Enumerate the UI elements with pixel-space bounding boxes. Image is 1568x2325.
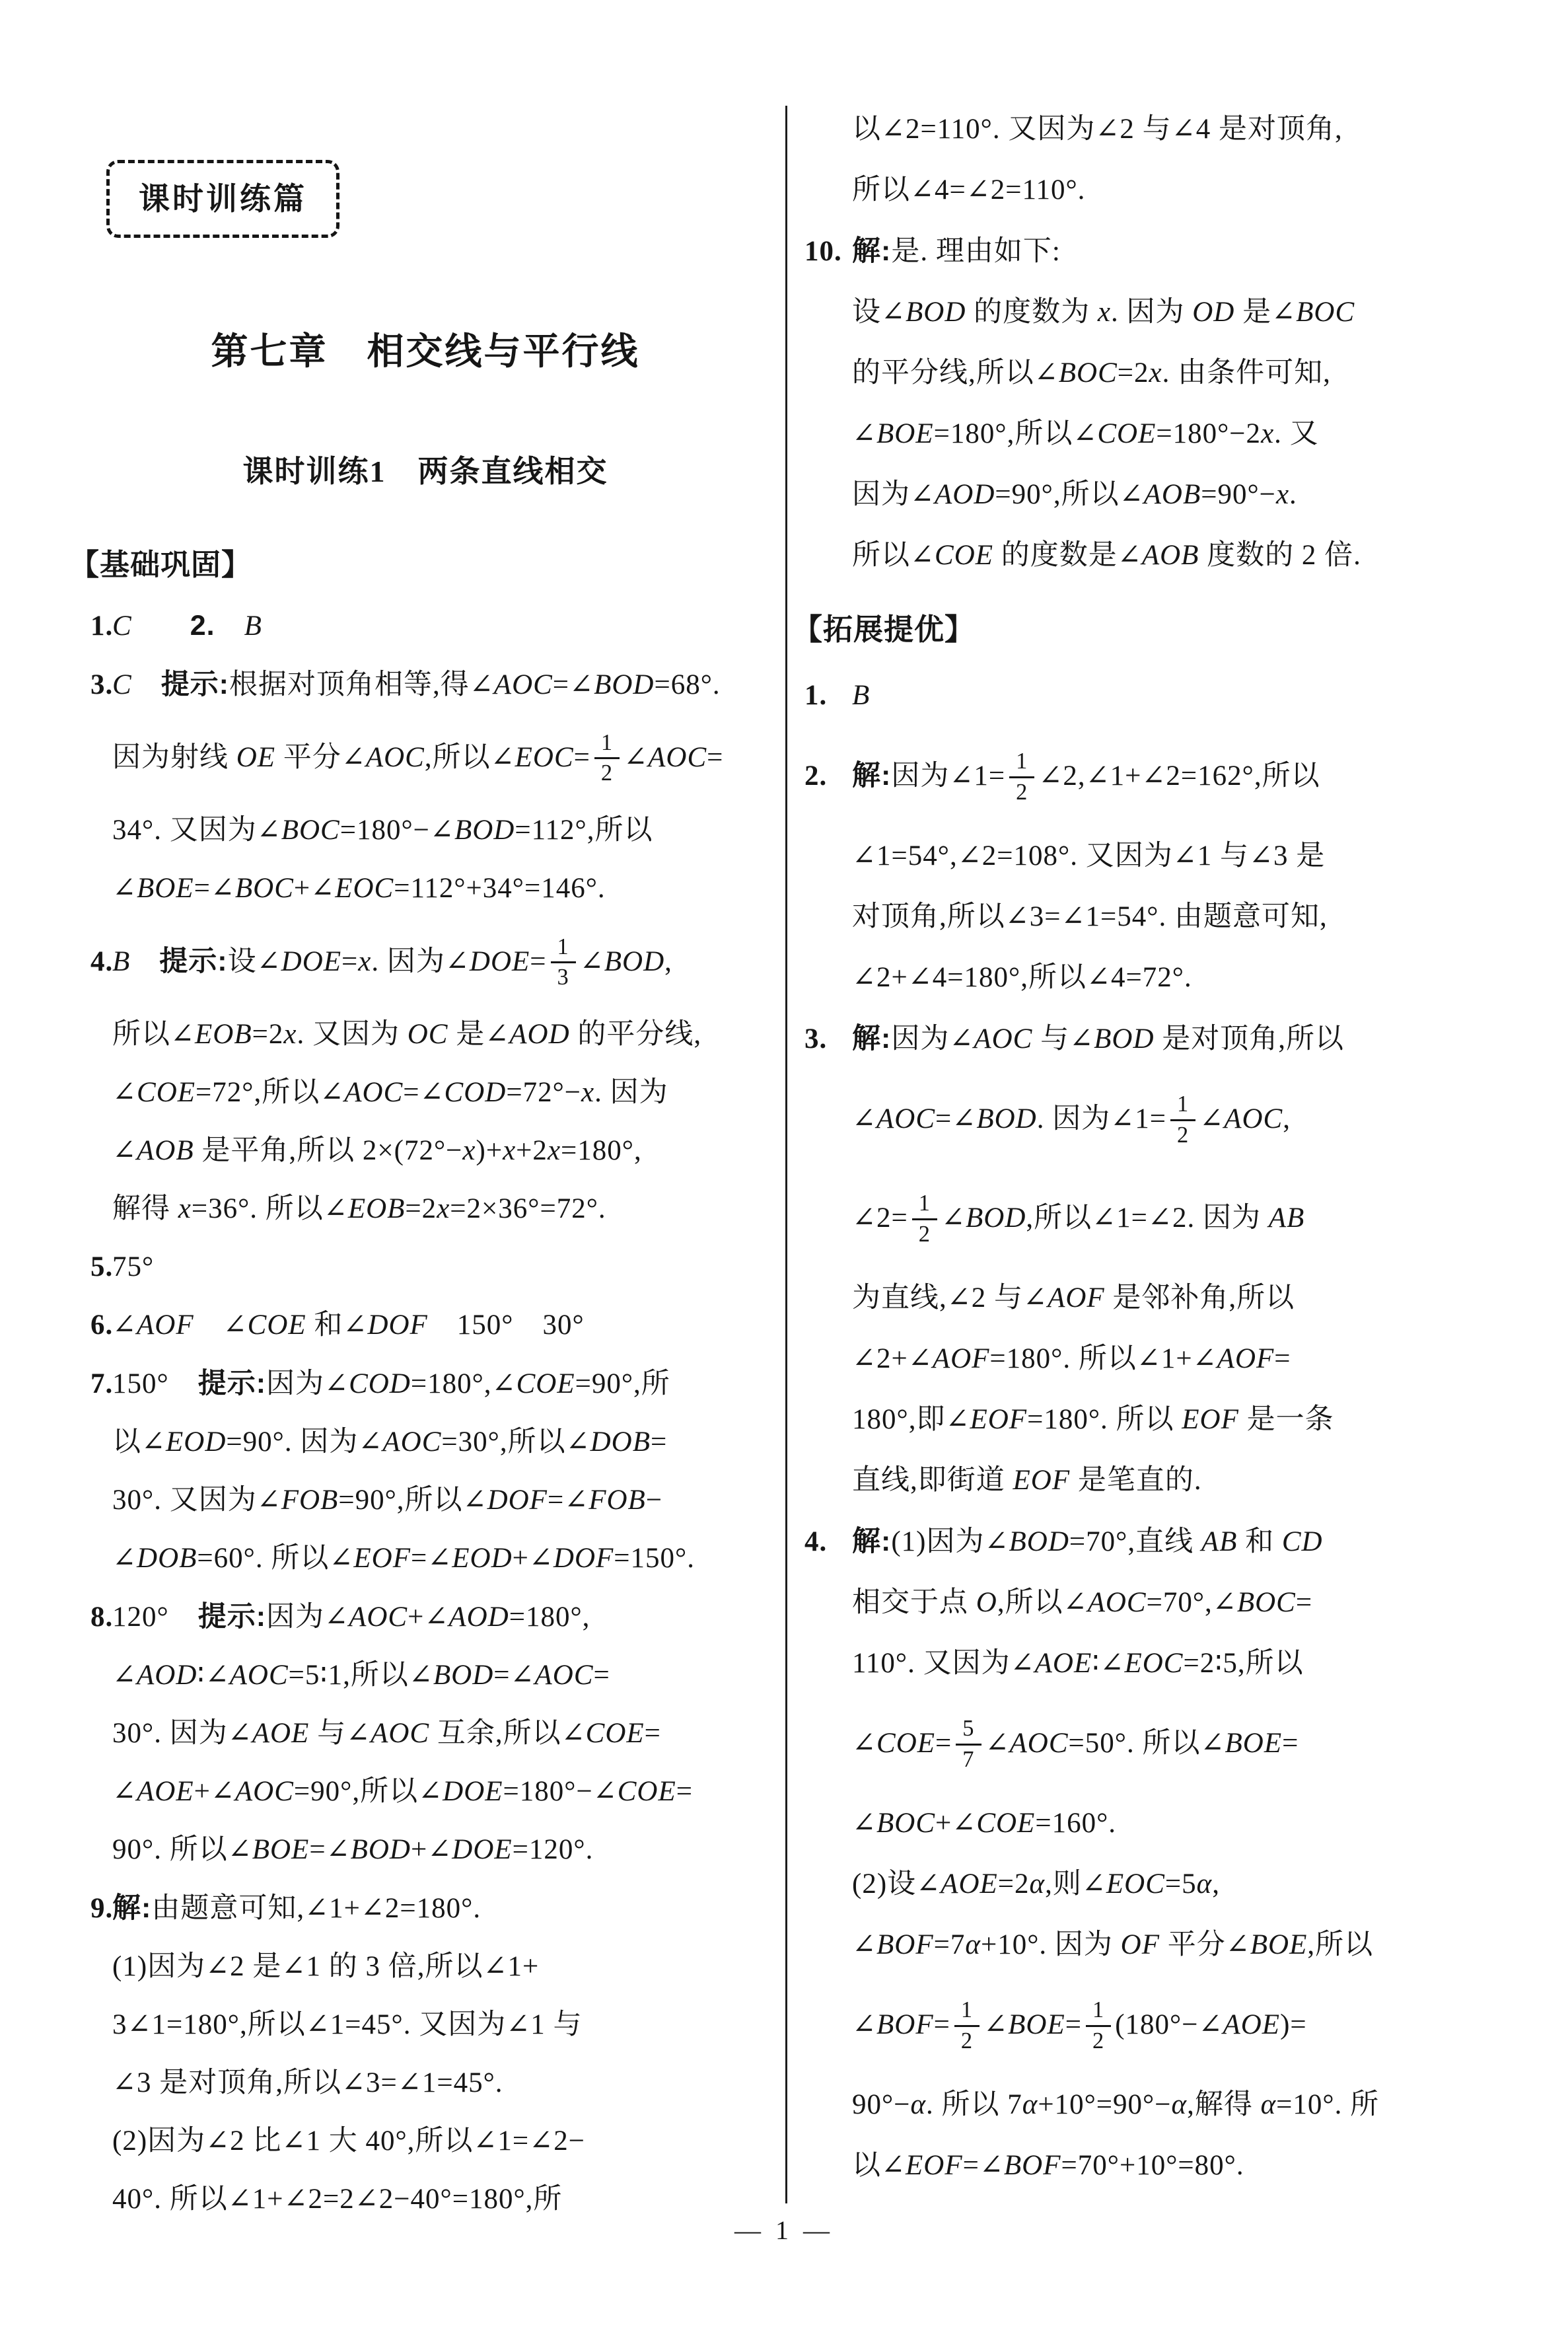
text-line: (2)因为∠2 比∠1 大 40°,所以∠1=∠2− xyxy=(112,2125,585,2157)
answer-item xyxy=(69,1354,781,1588)
right-blocks xyxy=(793,99,1519,2196)
text-line: 40°. 所以∠1+∠2=2∠2−40°=180°,所 xyxy=(112,2183,563,2215)
text-line: ∠3 是对顶角,所以∠3=∠1=45°. xyxy=(112,2067,503,2098)
text-line: 所以∠4=∠2=110°. xyxy=(852,174,1086,205)
text-line: 所以∠EOB=2x. 又因为 OC 是∠AOD 的平分线, xyxy=(112,1018,702,1050)
text-line: ∠COE=72°,所以∠AOC=∠COD=72°−x. 因为 xyxy=(112,1076,668,1108)
text-line: ∠AOB 是平角,所以 2×(72°−x)+x+2x=180°, xyxy=(112,1134,642,1166)
text-line: 以∠EOF=∠BOF=70°+10°=80°. xyxy=(852,2150,1244,2181)
text-line: 的平分线,所以∠BOC=2x. 由条件可知, xyxy=(852,357,1331,388)
text-line: 因为射线 OE 平分∠AOC,所以∠EOC= $\frac{1}{2}$ ∠AOC= xyxy=(112,729,724,786)
item-number: 10. xyxy=(804,236,842,267)
item-number: 2. xyxy=(804,760,828,792)
item-number: 7. xyxy=(90,1368,114,1399)
text-line: 1.C 2. B xyxy=(112,597,781,655)
text-line: 以∠EOD=90°. 因为∠AOC=30°,所以∠DOB= xyxy=(112,1426,668,1458)
text-line: 因为∠AOD=90°,所以∠AOB=90°−x. xyxy=(852,479,1297,510)
badge-box xyxy=(106,160,339,238)
text-line: 对顶角,所以∠3=∠1=54°. 由题意可知, xyxy=(852,901,1328,932)
item-number: 3. xyxy=(90,669,114,700)
left-column xyxy=(69,66,781,2229)
column-divider-rule xyxy=(785,106,787,2203)
text-line: 所以∠COE 的度数是∠AOB 度数的 2 倍. xyxy=(852,540,1361,571)
text-line: 以∠2=110°. 又因为∠2 与∠4 是对顶角, xyxy=(852,114,1343,145)
text-line: 设∠BOD 的度数为 x. 因为 OD 是∠BOC xyxy=(852,297,1355,328)
text-line: ∠COE= $\frac{5}{7}$ ∠AOC=50°. 所以∠BOE= xyxy=(852,1715,1299,1772)
item-number: 8. xyxy=(90,1601,114,1633)
item-number: 6. xyxy=(90,1309,114,1341)
bold-label: 提示: xyxy=(159,945,228,977)
text-line: ∠1=54°,∠2=108°. 又因为∠1 与∠3 是 xyxy=(852,840,1326,871)
text-line: 30°. 又因为∠FOB=90°,所以∠DOF=∠FOB− xyxy=(112,1484,663,1516)
bold-label: 提示: xyxy=(160,668,230,700)
answer-item xyxy=(69,1588,781,1879)
answer-item xyxy=(69,1238,781,1296)
answer-item xyxy=(69,1879,781,2229)
item-number: 1. xyxy=(90,610,114,642)
text-line: ∠BOE=180°,所以∠COE=180°−2x. 又 xyxy=(852,418,1319,449)
answer-item xyxy=(69,597,781,655)
text-line: 为直线,∠2 与∠AOF 是邻补角,所以 xyxy=(852,1282,1295,1313)
right-column xyxy=(793,99,1519,2196)
stacked-fraction: $\frac{1}{2}$ xyxy=(954,1998,980,2054)
left-blocks xyxy=(69,545,781,2229)
text-line: ∠AOE+∠AOC=90°,所以∠DOE=180°−∠COE= xyxy=(112,1775,694,1807)
stacked-fraction: $\frac{1}{2}$ xyxy=(594,731,620,787)
text-line: 180°,即∠EOF=180°. 所以 EOF 是一条 xyxy=(852,1404,1334,1435)
bold-label: 解: xyxy=(112,1892,152,1924)
text-line: 30°. 因为∠AOE 与∠AOC 互余,所以∠COE= xyxy=(112,1717,661,1749)
text-line: 解得 x=36°. 所以∠EOB=2x=2×36°=72°. xyxy=(112,1193,606,1224)
text-line: ∠BOE=∠BOC+∠EOC=112°+34°=146°. xyxy=(112,872,606,904)
item-number: 4. xyxy=(804,1526,828,1557)
text-line: 6.∠AOF ∠COE 和∠DOF 150° 30° xyxy=(112,1296,781,1354)
text-line: 10. 解:是. 理由如下: xyxy=(852,221,1519,282)
text-line: 2. 解:因为∠1= $\frac{1}{2}$ ∠2,∠1+∠2=162°,所以 xyxy=(852,726,1519,826)
answer-item xyxy=(69,1296,781,1354)
text-line: 90°. 所以∠BOE=∠BOD+∠DOE=120°. xyxy=(112,1833,594,1865)
answer-item xyxy=(793,1511,1519,2196)
answer-item xyxy=(793,665,1519,726)
text-line: 3∠1=180°,所以∠1=45°. 又因为∠1 与 xyxy=(112,2009,583,2040)
item-number: 4. xyxy=(90,945,114,977)
stacked-fraction: $\frac{1}{3}$ xyxy=(551,935,576,991)
bold-label: 解: xyxy=(852,235,892,267)
text-line: 9.解:由题意可知,∠1+∠2=180°. xyxy=(112,1879,781,1938)
text-line: ∠2+∠4=180°,所以∠4=72°. xyxy=(852,962,1192,993)
text-line: 8.120° 提示:因为∠AOC+∠AOD=180°, xyxy=(112,1588,781,1646)
text-line: 110°. 又因为∠AOE∶∠EOC=2∶5,所以 xyxy=(852,1648,1304,1679)
stacked-fraction: $\frac{1}{2}$ xyxy=(1009,749,1034,805)
text-line: (1)因为∠2 是∠1 的 3 倍,所以∠1+ xyxy=(112,1950,540,1982)
answer-item xyxy=(793,221,1519,586)
text-line: ∠BOC+∠COE=160°. xyxy=(852,1808,1117,1839)
text-line: ∠BOF= $\frac{1}{2}$ ∠BOE= $\frac{1}{2}$ (180°−∠AOE)= xyxy=(852,1997,1307,2053)
text-line: ∠AOC=∠BOD. 因为∠1= $\frac{1}{2}$ ∠AOC, xyxy=(852,1091,1291,1148)
text-line: 7.150° 提示:因为∠COD=180°,∠COE=90°,所 xyxy=(112,1354,781,1413)
chapter-title: 第七章 相交线与平行线 xyxy=(211,332,640,373)
badge-label: 课时训练篇 xyxy=(139,181,307,216)
answer-item xyxy=(793,726,1519,1008)
item-number: 5. xyxy=(90,1251,114,1282)
stacked-fraction: $\frac{1}{2}$ xyxy=(912,1191,937,1247)
answer-item xyxy=(69,918,781,1238)
stacked-fraction: $\frac{1}{2}$ xyxy=(1170,1092,1195,1148)
bold-label: 解: xyxy=(852,1023,892,1054)
text-line: ∠BOF=7α+10°. 因为 OF 平分∠BOE,所以 xyxy=(852,1929,1374,1960)
bold-label: 提示: xyxy=(197,1367,267,1399)
section-header: 【拓展提优】 xyxy=(793,612,976,646)
text-line: 4. 解:(1)因为∠BOD=70°,直线 AB 和 CD xyxy=(852,1511,1519,1572)
text-line: 90°−α. 所以 7α+10°=90°−α,解得 α=10°. 所 xyxy=(852,2089,1380,2120)
section-title: 课时训练1 两条直线相交 xyxy=(242,454,608,488)
bold-label: 提示: xyxy=(197,1600,267,1633)
text-line: 1. B xyxy=(852,665,1519,726)
answer-item xyxy=(69,655,781,918)
item-number: 3. xyxy=(804,1023,828,1054)
text-line: ∠DOB=60°. 所以∠EOF=∠EOD+∠DOF=150°. xyxy=(112,1542,695,1574)
text-line: 5.75° xyxy=(112,1238,781,1296)
continued-solution-text xyxy=(793,99,1519,221)
text-line: ∠2+∠AOF=180°. 所以∠1+∠AOF= xyxy=(852,1343,1291,1374)
answer-item xyxy=(793,1008,1519,1511)
text-line: ∠AOD∶∠AOC=5∶1,所以∠BOD=∠AOC= xyxy=(112,1659,610,1691)
text-line: 直线,即街道 EOF 是笔直的. xyxy=(852,1465,1202,1496)
text-line: 34°. 又因为∠BOC=180°−∠BOD=112°,所以 xyxy=(112,814,653,846)
stacked-fraction: $\frac{1}{2}$ xyxy=(1086,1998,1111,2054)
item-number: 9. xyxy=(90,1892,114,1924)
section-header: 【基础巩固】 xyxy=(69,547,252,581)
item-number: 1. xyxy=(804,680,828,711)
bold-label: 2. xyxy=(190,609,215,642)
text-line: 3.C 提示:根据对顶角相等,得∠AOC=∠BOD=68°. xyxy=(112,655,781,714)
text-line: (2)设∠AOE=2α,则∠EOC=5α, xyxy=(852,1868,1220,1900)
text-line: 相交于点 O,所以∠AOC=70°,∠BOC= xyxy=(852,1587,1313,1618)
page-number: — 1 — xyxy=(734,2215,834,2245)
bold-label: 解: xyxy=(852,1526,892,1557)
stacked-fraction: $\frac{5}{7}$ xyxy=(956,1716,981,1773)
text-line: 4.B 提示:设∠DOE=x. 因为∠DOE= $\frac{1}{3}$ ∠BOD, xyxy=(112,918,781,1006)
bold-label: 解: xyxy=(852,760,892,792)
text-line: 3. 解:因为∠AOC 与∠BOD 是对顶角,所以 xyxy=(852,1008,1519,1070)
text-line: ∠2= $\frac{1}{2}$ ∠BOD,所以∠1=∠2. 因为 AB xyxy=(852,1190,1305,1247)
